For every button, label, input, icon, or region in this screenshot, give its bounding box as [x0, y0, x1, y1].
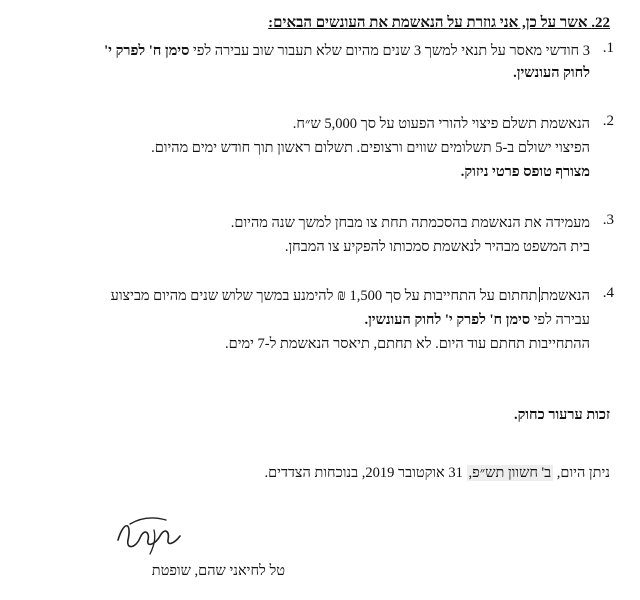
- item-2-line-1: הנאשמת תשלם פיצוי להורי הפעוט על סך 5,000 ש״ח.: [292, 116, 590, 132]
- item-number: 1.: [602, 40, 614, 56]
- section-heading: [268, 14, 610, 32]
- item-3-line-1: מעמידה את הנאשמת בהסכמתה תחת צו מבחן למשך שנה מהיום.: [230, 215, 590, 231]
- item-number: 4.: [602, 285, 614, 301]
- text-cursor-mark: [539, 287, 540, 302]
- item-4-line-2: עבירה לפי סימן ח' לפרק י' לחוק העונשין.: [364, 312, 590, 328]
- item-number: 2.: [602, 113, 614, 129]
- item-1-line-1: 3 חודשי מאסר על תנאי למשך 3 שנים מהיום שלא תעבור שוב עבירה לפי סימן ח' לפרק י': [104, 43, 590, 59]
- given-line: [265, 464, 611, 482]
- given-prefix: ניתן היום,: [556, 465, 610, 481]
- appeal-notice: זכות ערעור כחוק.: [513, 407, 610, 423]
- given-date-rest: 31 אוקטובר 2019, בנוכחות הצדדים.: [264, 465, 463, 481]
- item-number: 3.: [602, 212, 614, 228]
- item-4-line-3: ההתחייבות תחתם עוד היום. לא תחתם, תיאסר הנאשמת ל-7 ימים.: [225, 336, 590, 352]
- item-2-line-2: הפיצוי ישולם ב-5 תשלומים שווים ורצופים. תשלום ראשון תוך חודש ימים מהיום.: [151, 140, 590, 156]
- item-1-line-2: לחוק העונשין.: [513, 65, 590, 81]
- signer-name: טל לחיאני שהם, שופטת: [151, 563, 285, 579]
- given-hebrew-date: ב' חשוון תש״פ,: [468, 465, 552, 481]
- item-4-line-1: הנאשמתתחתום על התחייבות על סך 1,500 ₪ להימנע במשך שלוש שנים מהיום מביצוע: [110, 288, 590, 304]
- handwritten-signature: [110, 510, 190, 558]
- item-2-line-3: מצורף טופס פרטי ניזוק.: [460, 164, 590, 180]
- section-heading-text: אשר על כן, אני גוזרת על הנאשמת את העונשים הבאים:: [268, 15, 588, 31]
- section-number: 22.: [591, 15, 610, 31]
- item-3-line-2: בית המשפט מבהיר לנאשמת סמכותו להפקיע צו המבחן.: [284, 239, 590, 255]
